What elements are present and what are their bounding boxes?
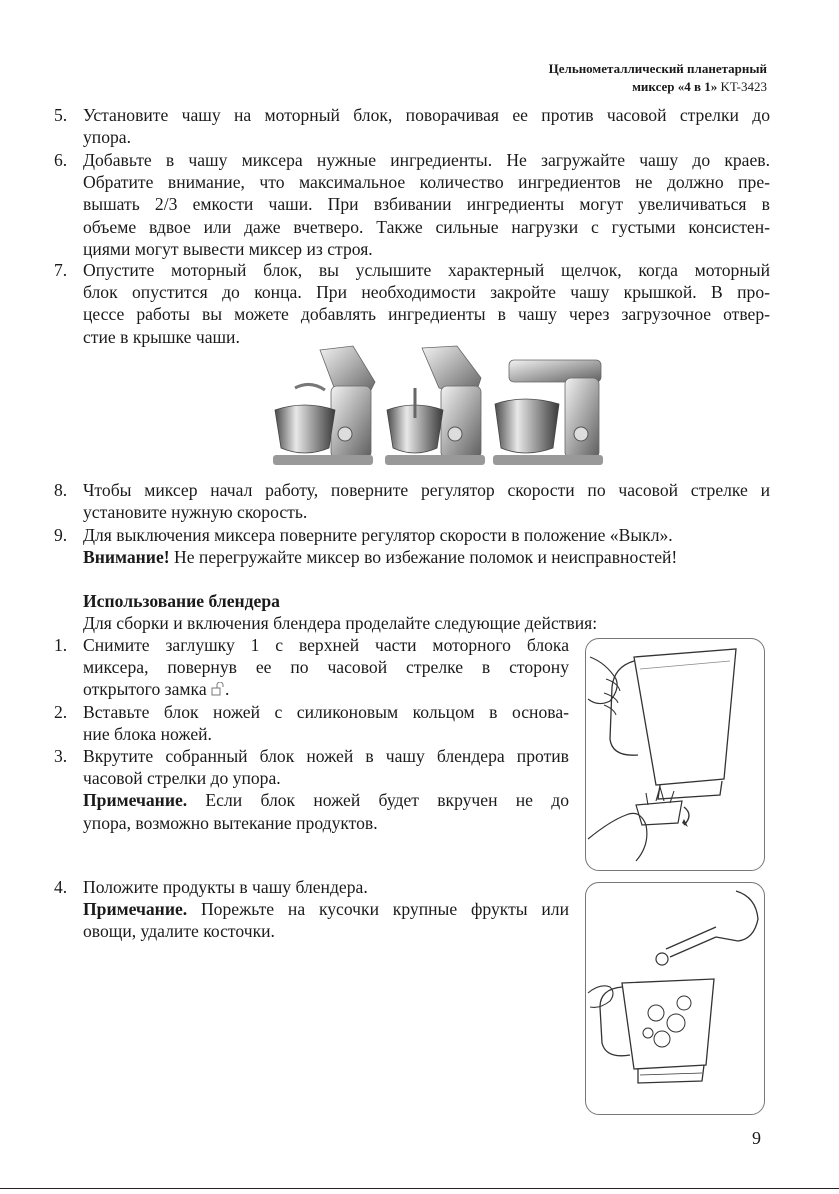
note-2: Примечание. Порежьте на кусочки крупные фрукты или <box>83 899 569 920</box>
section-intro: Для сборки и включения блендера проделайте следующие действия: <box>83 613 598 633</box>
mixer-head-up-image <box>273 346 375 465</box>
bottom-rule <box>0 1188 839 1189</box>
section-title: Использование блендера <box>83 591 280 611</box>
open-lock-icon <box>211 682 225 696</box>
mixer-position-images <box>265 338 605 468</box>
blender-jug-knife-illustration <box>586 639 764 870</box>
header-line1: Цельнометаллический планетарный <box>548 61 767 76</box>
mixer-head-middle-image <box>385 346 485 465</box>
page-number: 9 <box>752 1128 761 1148</box>
warning-text: Внимание! Не перегружайте миксер во избежание поломок и неисправностей! <box>83 547 678 568</box>
document-header <box>549 60 767 96</box>
blender-assembly-figure <box>585 638 765 871</box>
mixer-head-down-image <box>493 360 603 465</box>
blender-filling-illustration <box>586 883 764 1114</box>
note-1: Примечание. Если блок ножей будет вкручен не до <box>83 790 569 811</box>
header-line2: миксер «4 в 1» KT-3423 <box>632 79 767 94</box>
blender-filling-figure <box>585 882 765 1115</box>
